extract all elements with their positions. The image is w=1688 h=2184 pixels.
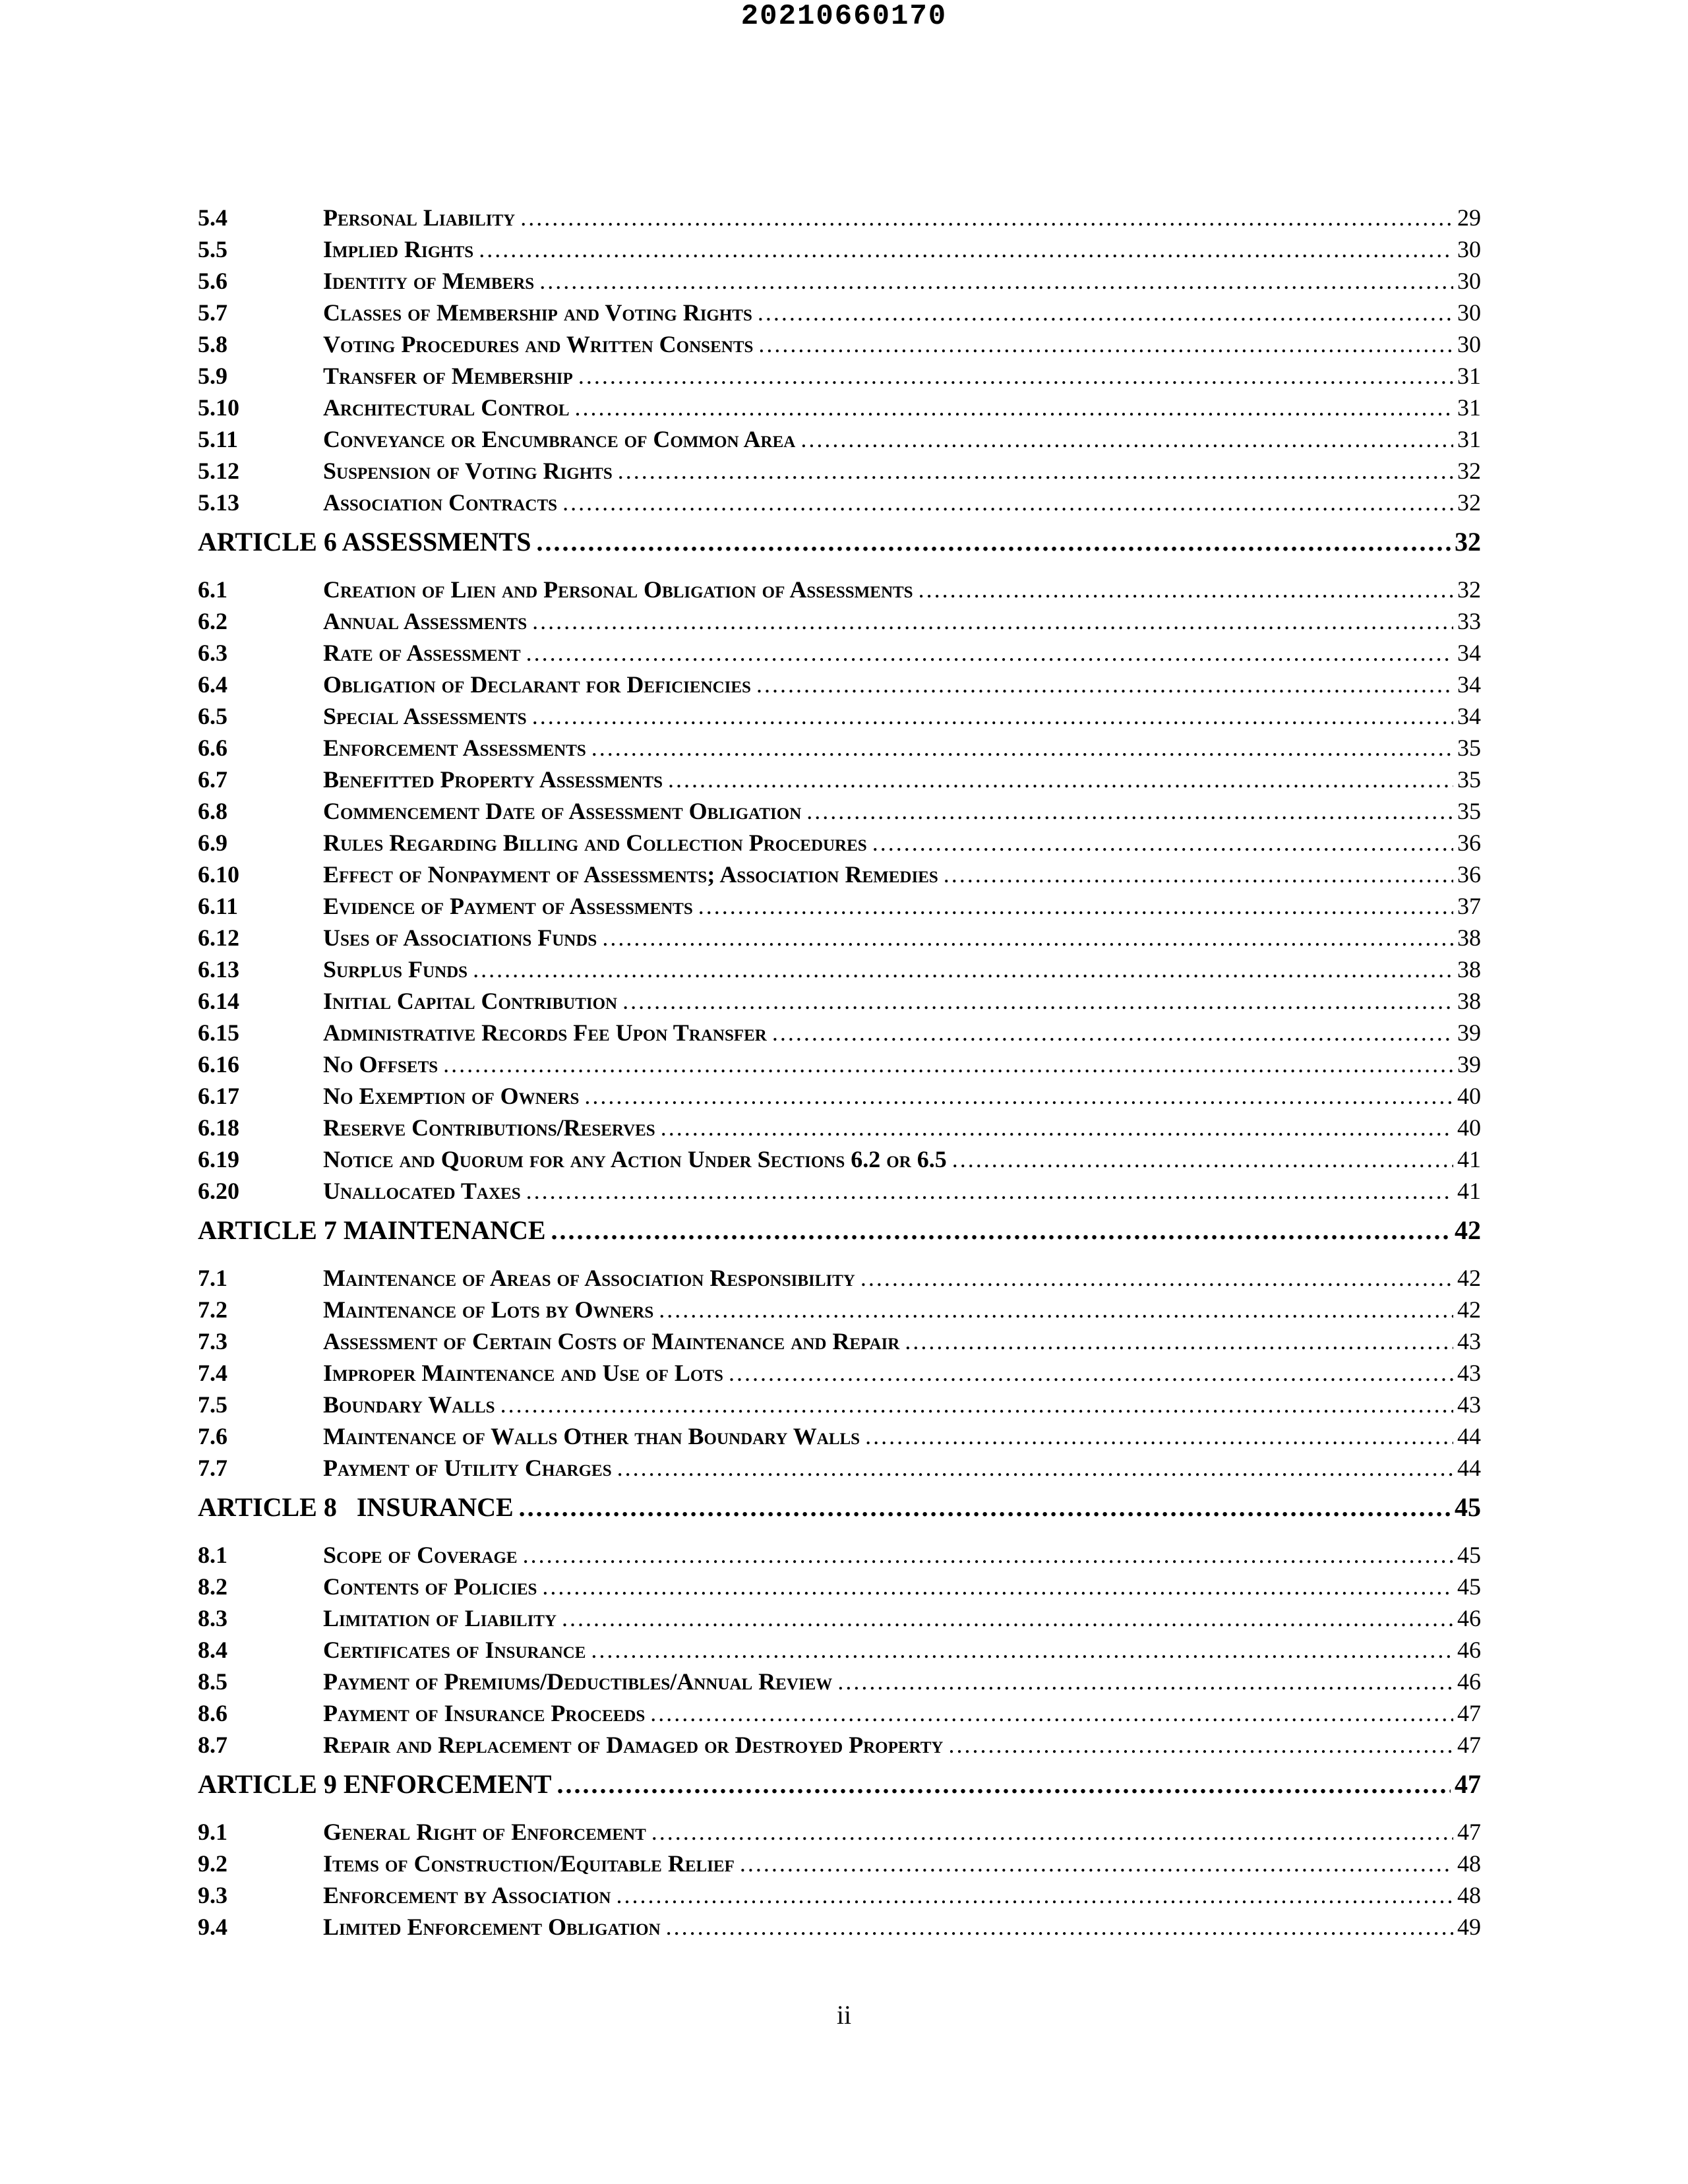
entry-number: 6.19 (198, 1146, 239, 1172)
entry-number: 9.3 (198, 1882, 227, 1908)
entry-number: 6.9 (198, 830, 227, 856)
entry-page: 31 (1457, 426, 1481, 452)
entry-page: 32 (1457, 458, 1481, 484)
article-title: ARTICLE 8 INSURANCE (198, 1492, 514, 1522)
entry-number: 5.8 (198, 331, 227, 357)
toc-entry (198, 1112, 1481, 1143)
entry-number: 6.15 (198, 1019, 239, 1046)
toc-entry (198, 1017, 1481, 1048)
entry-page: 38 (1457, 956, 1481, 983)
toc-entry (198, 1420, 1481, 1452)
dot-leader (523, 1539, 1453, 1571)
page-number: ii (836, 2000, 852, 2030)
entry-page: 39 (1457, 1019, 1481, 1046)
entry-title: Boundary Walls (323, 1391, 495, 1418)
entry-title: Suspension of Voting Rights (323, 458, 613, 484)
article-page: 47 (1455, 1769, 1481, 1799)
entry-number: 5.12 (198, 458, 239, 484)
dot-leader (500, 1389, 1453, 1420)
toc-entry (198, 764, 1481, 795)
toc-entry (198, 1294, 1481, 1325)
entry-number: 5.10 (198, 394, 239, 421)
entry-page: 38 (1457, 988, 1481, 1014)
entry-title: Voting Procedures and Written Consents (323, 331, 754, 357)
toc-entry (198, 1143, 1481, 1175)
entry-page: 30 (1457, 331, 1481, 357)
entry-title: Architectural Control (323, 394, 570, 421)
entry-page: 34 (1457, 640, 1481, 666)
entry-page: 37 (1457, 893, 1481, 919)
entry-title: Rate of Assessment (323, 640, 521, 666)
entry-title: Contents of Policies (323, 1573, 537, 1600)
entry-number: 6.11 (198, 893, 239, 919)
entry-number: 8.2 (198, 1573, 227, 1600)
entry-page: 34 (1457, 671, 1481, 698)
dot-leader (602, 922, 1453, 954)
table-of-contents (198, 202, 1481, 1943)
entry-title: Benefitted Property Assessments (323, 766, 663, 793)
article-page: 45 (1455, 1492, 1481, 1522)
section-8-entries (198, 1539, 1481, 1761)
toc-entry (198, 1911, 1481, 1943)
entry-number: 8.3 (198, 1605, 227, 1631)
entry-page: 45 (1457, 1542, 1481, 1568)
entry-number: 6.17 (198, 1083, 239, 1109)
dot-leader (591, 1634, 1453, 1666)
dot-leader (532, 700, 1453, 732)
entry-title: Maintenance of Walls Other than Boundary Walls (323, 1423, 860, 1449)
dot-leader (872, 827, 1453, 859)
toc-entry (198, 455, 1481, 487)
dot-leader (617, 1452, 1453, 1484)
toc-entry (198, 827, 1481, 859)
entry-page: 42 (1457, 1296, 1481, 1323)
entry-number: 8.6 (198, 1700, 227, 1726)
dot-leader (578, 360, 1453, 392)
entry-number: 5.11 (198, 426, 239, 452)
dot-leader (729, 1357, 1453, 1389)
entry-title: General Right of Enforcement (323, 1819, 646, 1845)
entry-page: 42 (1457, 1265, 1481, 1291)
dot-leader (659, 1294, 1453, 1325)
dot-leader (526, 637, 1453, 669)
entry-title: Payment of Utility Charges (323, 1455, 612, 1481)
entry-page: 46 (1457, 1637, 1481, 1663)
dot-leader (668, 764, 1453, 795)
dot-leader (532, 605, 1453, 637)
entry-number: 7.3 (198, 1328, 227, 1354)
entry-page: 46 (1457, 1668, 1481, 1695)
entry-page: 41 (1457, 1178, 1481, 1204)
entry-page: 35 (1457, 798, 1481, 824)
entry-title: Reserve Contributions/Reserves (323, 1114, 655, 1141)
article-heading (198, 1492, 1481, 1523)
toc-entry (198, 795, 1481, 827)
toc-entry (198, 1048, 1481, 1080)
dot-leader (740, 1848, 1453, 1879)
entry-number: 6.13 (198, 956, 239, 983)
toc-entry (198, 1325, 1481, 1357)
toc-entry (198, 265, 1481, 297)
entry-page: 30 (1457, 299, 1481, 326)
entry-title: Improper Maintenance and Use of Lots (323, 1360, 723, 1386)
toc-entry (198, 233, 1481, 265)
entry-number: 8.5 (198, 1668, 227, 1695)
entry-number: 8.4 (198, 1637, 227, 1663)
entry-title: Conveyance or Encumbrance of Common Area (323, 426, 796, 452)
entry-title: No Offsets (323, 1051, 438, 1077)
dot-leader (539, 265, 1453, 297)
toc-entry (198, 1634, 1481, 1666)
dot-leader (557, 1769, 1451, 1800)
dot-leader (473, 954, 1453, 985)
entry-title: Payment of Premiums/Deductibles/Annual Review (323, 1668, 833, 1695)
dot-leader (622, 985, 1453, 1017)
entry-page: 41 (1457, 1146, 1481, 1172)
entry-number: 7.2 (198, 1296, 227, 1323)
entry-title: Initial Capital Contribution (323, 988, 618, 1014)
toc-entry (198, 1697, 1481, 1729)
entry-page: 47 (1457, 1819, 1481, 1845)
entry-number: 8.1 (198, 1542, 227, 1568)
toc-entry (198, 1602, 1481, 1634)
toc-entry (198, 1175, 1481, 1207)
entry-title: Enforcement by Association (323, 1882, 611, 1908)
entry-title: Creation of Lien and Personal Obligation of Assessments (323, 576, 913, 603)
toc-entry (198, 890, 1481, 922)
entry-number: 8.7 (198, 1732, 227, 1758)
dot-leader (666, 1911, 1453, 1943)
entry-page: 43 (1457, 1391, 1481, 1418)
toc-entry (198, 1080, 1481, 1112)
entry-title: Limited Enforcement Obligation (323, 1914, 661, 1940)
toc-entry (198, 669, 1481, 700)
dot-leader (651, 1816, 1453, 1848)
entry-number: 6.16 (198, 1051, 239, 1077)
toc-entry (198, 328, 1481, 360)
section-5-entries (198, 202, 1481, 518)
entry-number: 6.3 (198, 640, 227, 666)
toc-entry (198, 1879, 1481, 1911)
entry-page: 32 (1457, 576, 1481, 603)
entry-page: 47 (1457, 1732, 1481, 1758)
entry-number: 7.1 (198, 1265, 227, 1291)
entry-page: 29 (1457, 204, 1481, 231)
dot-leader (519, 1492, 1451, 1523)
entry-page: 30 (1457, 236, 1481, 262)
entry-title: Maintenance of Areas of Association Responsibility (323, 1265, 855, 1291)
section-9-entries (198, 1816, 1481, 1943)
entry-title: No Exemption of Owners (323, 1083, 580, 1109)
dot-leader (661, 1112, 1453, 1143)
dot-leader (800, 423, 1453, 455)
toc-entry (198, 985, 1481, 1017)
entry-title: Classes of Membership and Voting Rights (323, 299, 752, 326)
entry-page: 40 (1457, 1114, 1481, 1141)
toc-entry (198, 732, 1481, 764)
dot-leader (865, 1420, 1453, 1452)
entry-page: 49 (1457, 1914, 1481, 1940)
entry-number: 6.4 (198, 671, 227, 698)
toc-entry (198, 1816, 1481, 1848)
toc-entry (198, 1452, 1481, 1484)
dot-leader (837, 1666, 1453, 1697)
dot-leader (443, 1048, 1453, 1080)
entry-title: Rules Regarding Billing and Collection Procedures (323, 830, 867, 856)
entry-title: Special Assessments (323, 703, 527, 729)
article-heading (198, 1769, 1481, 1800)
dot-leader (772, 1017, 1453, 1048)
entry-title: Payment of Insurance Proceeds (323, 1700, 646, 1726)
entry-page: 39 (1457, 1051, 1481, 1077)
entry-title: Scope of Coverage (323, 1542, 518, 1568)
entry-page: 33 (1457, 608, 1481, 634)
dot-leader (650, 1697, 1453, 1729)
toc-entry (198, 1389, 1481, 1420)
dot-leader (756, 669, 1453, 700)
toc-entry (198, 574, 1481, 605)
entry-page: 34 (1457, 703, 1481, 729)
dot-leader (536, 526, 1451, 558)
dot-leader (618, 455, 1453, 487)
entry-title: Commencement Date of Assessment Obligation (323, 798, 802, 824)
entry-page: 45 (1457, 1573, 1481, 1600)
entry-number: 5.9 (198, 363, 227, 389)
entry-title: Implied Rights (323, 236, 474, 262)
entry-number: 9.1 (198, 1819, 227, 1845)
entry-title: Annual Assessments (323, 608, 528, 634)
entry-page: 36 (1457, 861, 1481, 888)
entry-title: Enforcement Assessments (323, 735, 586, 761)
entry-page: 43 (1457, 1360, 1481, 1386)
article-title: ARTICLE 6 ASSESSMENTS (198, 527, 531, 557)
toc-entry (198, 1262, 1481, 1294)
entry-title: Administrative Records Fee Upon Transfer (323, 1019, 767, 1046)
dot-leader (526, 1175, 1453, 1207)
dot-leader (575, 392, 1453, 423)
dot-leader (562, 1602, 1453, 1634)
entry-title: Uses of Associations Funds (323, 925, 597, 951)
entry-number: 5.5 (198, 236, 227, 262)
entry-page: 35 (1457, 735, 1481, 761)
toc-entry (198, 1357, 1481, 1389)
entry-title: Notice and Quorum for any Action Under Sections 6.2 or 6.5 (323, 1146, 947, 1172)
dot-leader (584, 1080, 1453, 1112)
entry-number: 7.7 (198, 1455, 227, 1481)
entry-page: 35 (1457, 766, 1481, 793)
entry-title: Maintenance of Lots by Owners (323, 1296, 654, 1323)
entry-title: Obligation of Declarant for Deficiencies (323, 671, 751, 698)
toc-entry (198, 605, 1481, 637)
entry-number: 7.4 (198, 1360, 227, 1386)
article-page: 42 (1455, 1215, 1481, 1245)
article-title: ARTICLE 9 ENFORCEMENT (198, 1769, 552, 1799)
entry-number: 7.6 (198, 1423, 227, 1449)
entry-number: 6.2 (198, 608, 227, 634)
toc-entry (198, 1729, 1481, 1761)
section-7-entries (198, 1262, 1481, 1484)
toc-entry (198, 637, 1481, 669)
toc-entry (198, 202, 1481, 233)
toc-entry (198, 297, 1481, 328)
dot-leader (616, 1879, 1453, 1911)
section-6-entries (198, 574, 1481, 1207)
entry-page: 44 (1457, 1455, 1481, 1481)
entry-title: Limitation of Liability (323, 1605, 557, 1631)
entry-page: 30 (1457, 268, 1481, 294)
dot-leader (806, 795, 1453, 827)
entry-number: 7.5 (198, 1391, 227, 1418)
entry-number: 9.2 (198, 1850, 227, 1877)
dot-leader (551, 1215, 1451, 1246)
entry-page: 46 (1457, 1605, 1481, 1631)
entry-number: 5.6 (198, 268, 227, 294)
toc-entry (198, 1539, 1481, 1571)
entry-title: Certificates of Insurance (323, 1637, 586, 1663)
entry-title: Repair and Replacement of Damaged or Destroyed Property (323, 1732, 944, 1758)
dot-leader (948, 1729, 1453, 1761)
entry-page: 31 (1457, 394, 1481, 421)
article-heading (198, 526, 1481, 558)
entry-title: Transfer of Membership (323, 363, 573, 389)
toc-entry (198, 954, 1481, 985)
dot-leader (698, 890, 1453, 922)
dot-leader (562, 487, 1453, 518)
article-page: 32 (1455, 527, 1481, 557)
toc-entry (198, 392, 1481, 423)
entry-page: 38 (1457, 925, 1481, 951)
entry-number: 9.4 (198, 1914, 227, 1940)
toc-entry (198, 700, 1481, 732)
entry-number: 6.7 (198, 766, 227, 793)
entry-number: 6.20 (198, 1178, 239, 1204)
entry-title: Unallocated Taxes (323, 1178, 521, 1204)
entry-page: 44 (1457, 1423, 1481, 1449)
entry-page: 47 (1457, 1700, 1481, 1726)
toc-entry (198, 859, 1481, 890)
entry-title: Assessment of Certain Costs of Maintenance and Repair (323, 1328, 900, 1354)
document-number: 20210660170 (740, 0, 948, 33)
entry-title: Identity of Members (323, 268, 535, 294)
entry-number: 6.14 (198, 988, 239, 1014)
entry-title: Personal Liability (323, 204, 516, 231)
entry-title: Items of Construction/Equitable Relief (323, 1850, 735, 1877)
entry-page: 36 (1457, 830, 1481, 856)
dot-leader (952, 1143, 1453, 1175)
entry-number: 6.18 (198, 1114, 239, 1141)
entry-page: 31 (1457, 363, 1481, 389)
article-title: ARTICLE 7 MAINTENANCE (198, 1215, 546, 1245)
dot-leader (860, 1262, 1453, 1294)
toc-entry (198, 1848, 1481, 1879)
entry-number: 6.8 (198, 798, 227, 824)
entry-page: 43 (1457, 1328, 1481, 1354)
entry-page: 48 (1457, 1850, 1481, 1877)
dot-leader (542, 1571, 1453, 1602)
toc-entry (198, 487, 1481, 518)
entry-number: 5.13 (198, 489, 239, 516)
toc-entry (198, 360, 1481, 392)
entry-title: Association Contracts (323, 489, 558, 516)
entry-number: 6.1 (198, 576, 227, 603)
entry-number: 6.12 (198, 925, 239, 951)
entry-number: 6.10 (198, 861, 239, 888)
dot-leader (479, 233, 1453, 265)
dot-leader (520, 202, 1453, 233)
toc-entry (198, 423, 1481, 455)
entry-number: 5.7 (198, 299, 227, 326)
entry-number: 6.5 (198, 703, 227, 729)
dot-leader (919, 574, 1453, 605)
entry-title: Evidence of Payment of Assessments (323, 893, 693, 919)
entry-number: 6.6 (198, 735, 227, 761)
dot-leader (905, 1325, 1453, 1357)
toc-entry (198, 1571, 1481, 1602)
entry-page: 40 (1457, 1083, 1481, 1109)
entry-title: Surplus Funds (323, 956, 468, 983)
dot-leader (758, 297, 1453, 328)
dot-leader (758, 328, 1453, 360)
entry-page: 32 (1457, 489, 1481, 516)
entry-number: 5.4 (198, 204, 227, 231)
dot-leader (591, 732, 1453, 764)
toc-entry (198, 1666, 1481, 1697)
entry-page: 48 (1457, 1882, 1481, 1908)
dot-leader (944, 859, 1453, 890)
entry-title: Effect of Nonpayment of Assessments; Association Remedies (323, 861, 938, 888)
article-heading (198, 1215, 1481, 1246)
toc-entry (198, 922, 1481, 954)
